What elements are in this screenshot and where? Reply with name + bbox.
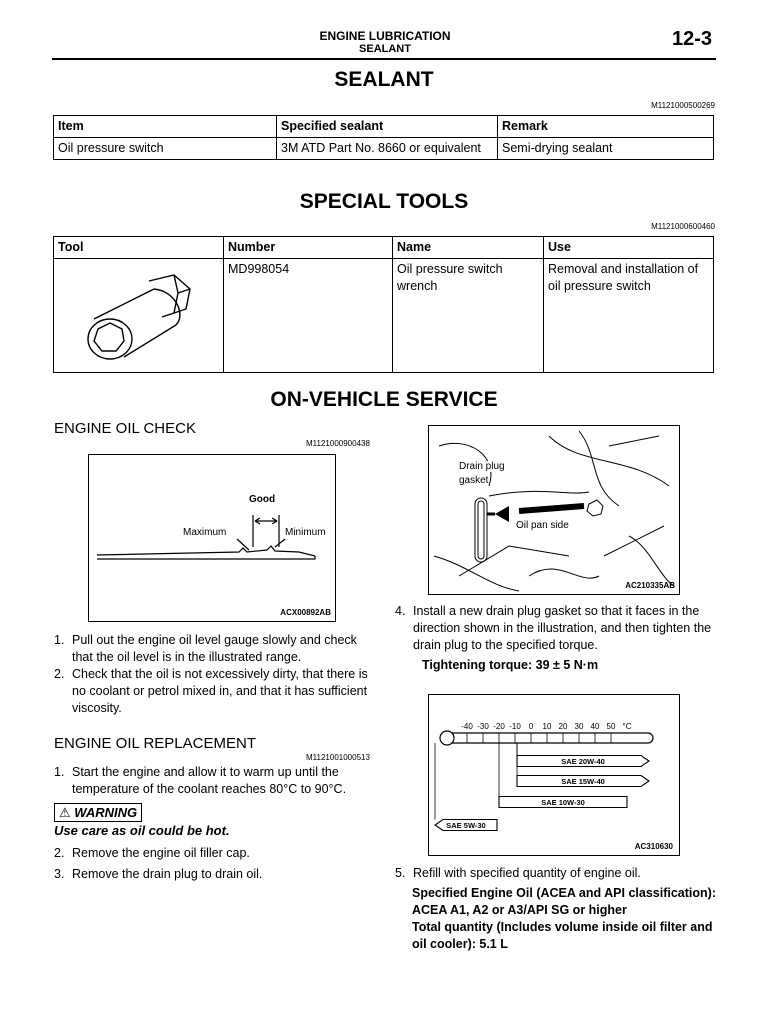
dipstick-illustration (89, 455, 335, 621)
tick-label: -40 (461, 722, 473, 731)
tools-table (53, 236, 714, 373)
tightening-torque: Tightening torque: 39 ± 5 N·m (422, 658, 599, 672)
step-text: Start the engine and allow it to warm up until the temperature of the coolant reaches 80°C to 90°C. (72, 765, 347, 796)
oil-replacement-code: M1121001000513 (306, 753, 370, 762)
tick-label: 40 (590, 722, 600, 731)
list-item (54, 866, 372, 883)
step-number: 2. (54, 667, 65, 681)
step-5 (395, 865, 713, 882)
table-cell: Removal and installation of oil pressure switch (544, 259, 714, 373)
table-header-row (54, 237, 714, 259)
step-number: 1. (54, 633, 65, 647)
oil-check-steps (54, 632, 372, 717)
table-cell: Semi-drying sealant (498, 138, 714, 160)
table-cell: Oil pressure switch wrench (393, 259, 544, 373)
table-cell: Oil pressure switch (54, 138, 277, 160)
oil-check-heading: ENGINE OIL CHECK (54, 420, 196, 437)
viscosity-grade-label: SAE 5W-30 (446, 821, 486, 830)
table-row (54, 138, 714, 160)
good-label: Good (249, 494, 276, 505)
gasket-label: gasket (459, 475, 489, 486)
viscosity-chart (429, 695, 679, 855)
oil-replacement-heading: ENGINE OIL REPLACEMENT (54, 735, 256, 752)
tick-label: -20 (493, 722, 505, 731)
warning-text: Use care as oil could be hot. (54, 823, 230, 838)
table-header-row (54, 116, 714, 138)
column-header: Tool (54, 237, 224, 259)
figure-tag: AC310630 (634, 842, 673, 851)
column-header: Remark (498, 116, 714, 138)
step-text: Remove the drain plug to drain oil. (72, 867, 263, 881)
viscosity-grade-label: SAE 15W-40 (561, 777, 605, 786)
oil-check-code: M1121000900438 (306, 439, 370, 448)
viscosity-grade-label: SAE 10W-30 (541, 798, 585, 807)
service-heading: ON-VEHICLE SERVICE (270, 388, 498, 411)
tick-label: °C (622, 722, 632, 731)
step-text: Refill with specified quantity of engine oil. (413, 866, 641, 880)
column-header: Number (224, 237, 393, 259)
section-subtitle: SEALANT (359, 43, 411, 55)
oil-pan-side-label: Oil pan side (516, 520, 569, 531)
header-rule (52, 58, 716, 60)
specified-oil: Specified Engine Oil (ACEA and API classification): ACEA A1, A2 or A3/API SG or higher (412, 886, 716, 917)
sealant-heading: SEALANT (334, 68, 434, 91)
minimum-label: Minimum (285, 527, 326, 538)
sealant-code: M1121000500269 (651, 101, 715, 110)
step-text: Install a new drain plug gasket so that it faces in the direction shown in the illustration, and then tighten the drain plug to the specified torque. (413, 604, 712, 652)
thermometer-tube (443, 733, 653, 743)
column-header: Name (393, 237, 544, 259)
figure-tag: AC210335AB (625, 581, 675, 590)
column-header: Item (54, 116, 277, 138)
drain-plug-figure (428, 425, 680, 595)
list-item (395, 865, 713, 882)
oil-replacement-steps (54, 764, 372, 883)
tick-label: 0 (528, 722, 534, 731)
viscosity-grade-label: SAE 20W-40 (561, 757, 605, 766)
step-text: Pull out the engine oil level gauge slowly and check that the oil level is in the illustrated range. (72, 633, 357, 664)
table-cell: MD998054 (224, 259, 393, 373)
tools-code: M1121000600460 (651, 222, 715, 231)
warning-label: ⚠ WARNING (54, 803, 142, 822)
tick-label: 50 (606, 722, 616, 731)
list-item (54, 845, 372, 862)
list-item (54, 666, 372, 717)
tick-label: -10 (509, 722, 521, 731)
list-item (54, 764, 372, 798)
warning-box (54, 803, 372, 822)
list-item (54, 632, 372, 666)
maximum-label: Maximum (183, 527, 227, 538)
table-cell: 3M ATD Part No. 8660 or equivalent (277, 138, 498, 160)
tick-label: 10 (542, 722, 552, 731)
socket-wrench-icon (54, 259, 222, 367)
oil-gauge-figure (88, 454, 336, 622)
step-number: 1. (54, 765, 65, 779)
thermometer-bulb (440, 731, 454, 745)
total-quantity: Total quantity (Includes volume inside oil filter and oil cooler): 5.1 L (412, 920, 713, 951)
oil-specification (412, 885, 722, 953)
step-4 (395, 603, 713, 654)
drain-plug-label: Drain plug (459, 461, 505, 472)
page-number: 12-3 (671, 28, 712, 50)
warning-triangle-icon: ⚠ (59, 805, 71, 820)
drain-plug-illustration (429, 426, 679, 594)
table-row (54, 259, 714, 373)
step-number: 3. (54, 867, 65, 881)
step-number: 5. (395, 866, 406, 880)
step-number: 2. (54, 846, 65, 860)
figure-tag: ACX00892AB (280, 608, 331, 617)
step-text: Remove the engine oil filler cap. (72, 846, 250, 860)
step-number: 4. (395, 604, 406, 618)
oil-viscosity-figure (428, 694, 680, 856)
tool-image-cell (54, 259, 224, 373)
tick-label: -30 (477, 722, 489, 731)
column-header: Use (544, 237, 714, 259)
tick-label: 20 (558, 722, 568, 731)
sealant-table (53, 115, 714, 160)
tick-label: 30 (574, 722, 584, 731)
list-item (395, 603, 713, 654)
column-header: Specified sealant (277, 116, 498, 138)
step-text: Check that the oil is not excessively dirty, that there is no coolant or petrol mixed in, and that it has sufficient viscosity. (72, 667, 368, 715)
section-title: ENGINE LUBRICATION (319, 29, 451, 43)
tools-heading: SPECIAL TOOLS (299, 190, 469, 213)
